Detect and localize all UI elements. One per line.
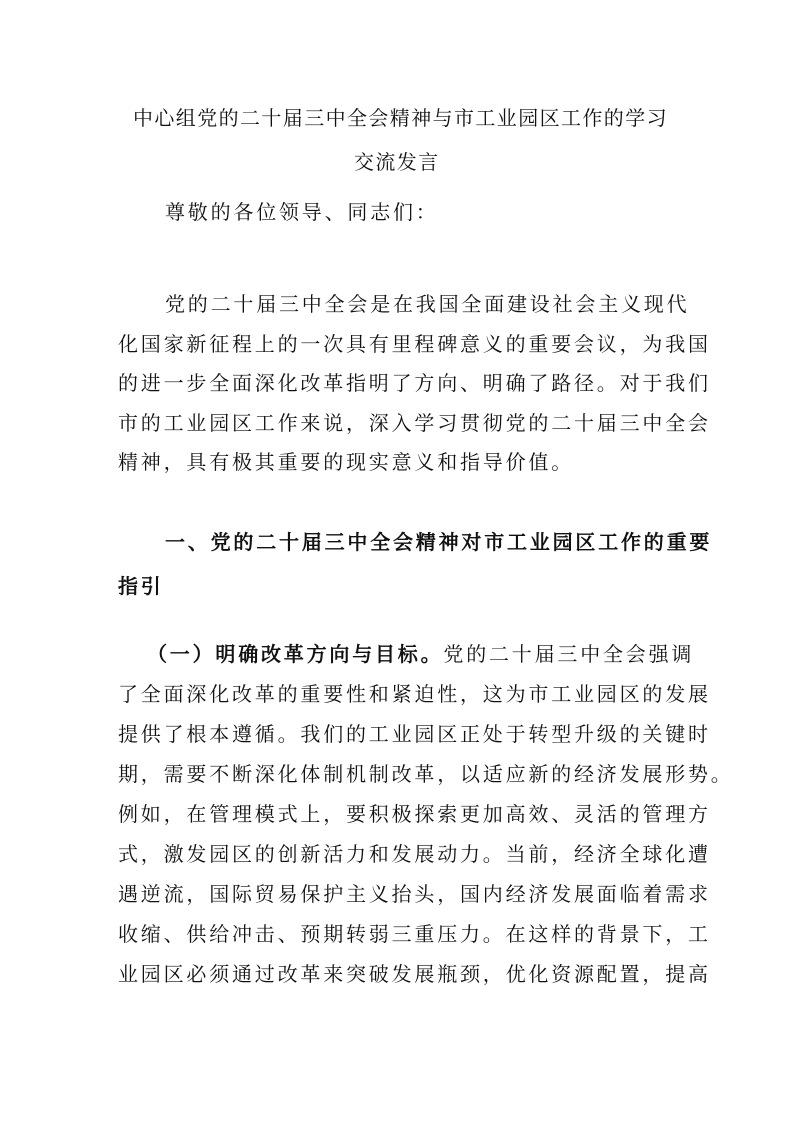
document-title-line-2: 交流发言: [354, 150, 440, 174]
section-paragraph-line-1: [147, 640, 694, 668]
section-paragraph-line-2: 了全面深化改革的重要性和紧迫性，这为市工业园区的发展: [118, 682, 711, 706]
salutation: 尊敬的各位领导、同志们：: [165, 200, 439, 224]
section-paragraph-line-6: 式，激发园区的创新活力和发展动力。当前，经济全球化遭: [118, 842, 711, 866]
section-heading-line-1: 一、党的二十届三中全会精神对市工业园区工作的重要: [165, 530, 713, 554]
section-paragraph-line-8: 收缩、供给冲击、预期转弱三重压力。在这样的背景下，工: [118, 922, 711, 946]
document-title-line-1: 中心组党的二十届三中全会精神与市工业园区工作的学习: [133, 106, 668, 130]
intro-line-1: 党的二十届三中全会是在我国全面建设社会主义现代: [165, 292, 690, 316]
subheading-label: （一）明确改革方向与目标。: [147, 642, 444, 666]
section-paragraph-line-7: 遇逆流，国际贸易保护主义抬头，国内经济发展面临着需求: [118, 882, 711, 906]
intro-line-4: 市的工业园区工作来说，深入学习贯彻党的二十届三中全会: [118, 411, 711, 435]
section-paragraph-line-3: 提供了根本遵循。我们的工业园区正处于转型升级的关键时: [118, 722, 711, 746]
section-paragraph-line-5: 例如，在管理模式上，要积极探索更加高效、灵活的管理方: [118, 802, 711, 826]
section-paragraph-text-1: 党的二十届三中全会强调: [443, 642, 695, 666]
section-paragraph-line-4: 期，需要不断深化体制机制改革，以适应新的经济发展形势。: [118, 762, 734, 786]
section-paragraph-line-9: 业园区必须通过改革来突破发展瓶颈，优化资源配置，提高: [118, 962, 711, 986]
intro-line-3: 的进一步全面深化改革指明了方向、明确了路径。对于我们: [118, 371, 711, 395]
section-heading-line-2: 指引: [118, 574, 164, 598]
intro-line-2: 化国家新征程上的一次具有里程碑意义的重要会议，为我国: [118, 332, 711, 356]
intro-line-5: 精神，具有极其重要的现实意义和指导价值。: [118, 450, 574, 474]
